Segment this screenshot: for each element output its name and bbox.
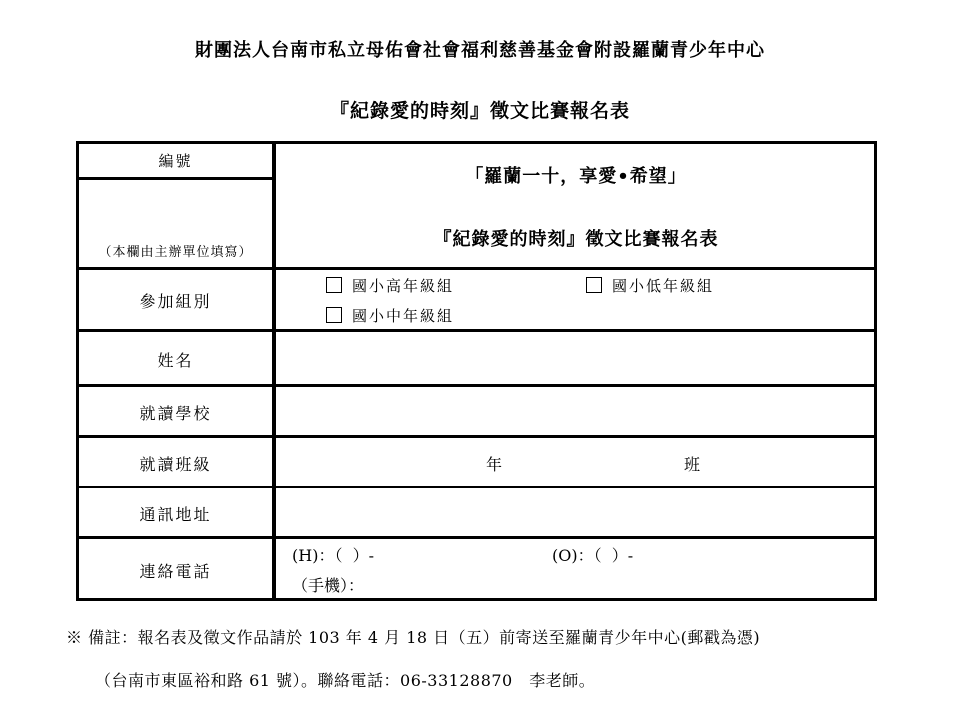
school-field[interactable] [278,387,874,435]
checkbox-icon[interactable] [326,307,342,323]
phone-mobile: （手機）： [292,576,365,595]
divider [76,177,275,180]
theme-subtitle: 『紀錄愛的時刻』徵文比賽報名表 [433,229,719,250]
class-label: 就讀班級 [139,455,212,474]
code-label: 編號 [158,152,193,170]
form-title: 『紀錄愛的時刻』徵文比賽報名表 [329,100,630,122]
checkbox-icon[interactable] [326,277,342,293]
group-label: 參加組別 [139,292,212,311]
class-class-text: 班 [684,455,701,474]
footer-address: （台南市東區裕和路 61 號）。聯絡電話：06-33128870 李老師。 [95,671,596,690]
school-label: 就讀學校 [139,404,212,423]
group-option-middle[interactable]: 國小中年級組 [326,305,454,326]
divider [76,536,877,539]
organization-title: 財團法人台南市私立母佑會社會福利慈善基金會附設羅蘭青少年中心 [195,40,765,61]
phone-label: 連絡電話 [139,562,212,581]
group-option-junior[interactable]: 國小低年級組 [586,275,714,296]
checkbox-icon[interactable] [586,277,602,293]
theme-title: 「羅蘭一十，享愛•希望」 [465,166,687,187]
divider [76,267,877,270]
group-option-senior[interactable]: 國小高年級組 [326,275,454,296]
footer-note: ※ 備註：報名表及徵文作品請於 103 年 4 月 18 日（五）前寄送至羅蘭青少年中心(郵戳為憑) [66,628,761,647]
column-divider [272,141,276,601]
address-field[interactable] [278,489,874,536]
phone-home: (H)：（ ）- [292,546,375,565]
phone-office: (O)：（ ）- [552,546,634,565]
code-note: （本欄由主辦單位填寫） [98,245,253,260]
divider [76,486,877,488]
name-label: 姓名 [157,351,194,370]
name-field[interactable] [278,332,874,384]
divider [76,435,877,438]
address-label: 通訊地址 [139,505,212,524]
class-year-text: 年 [486,455,503,474]
